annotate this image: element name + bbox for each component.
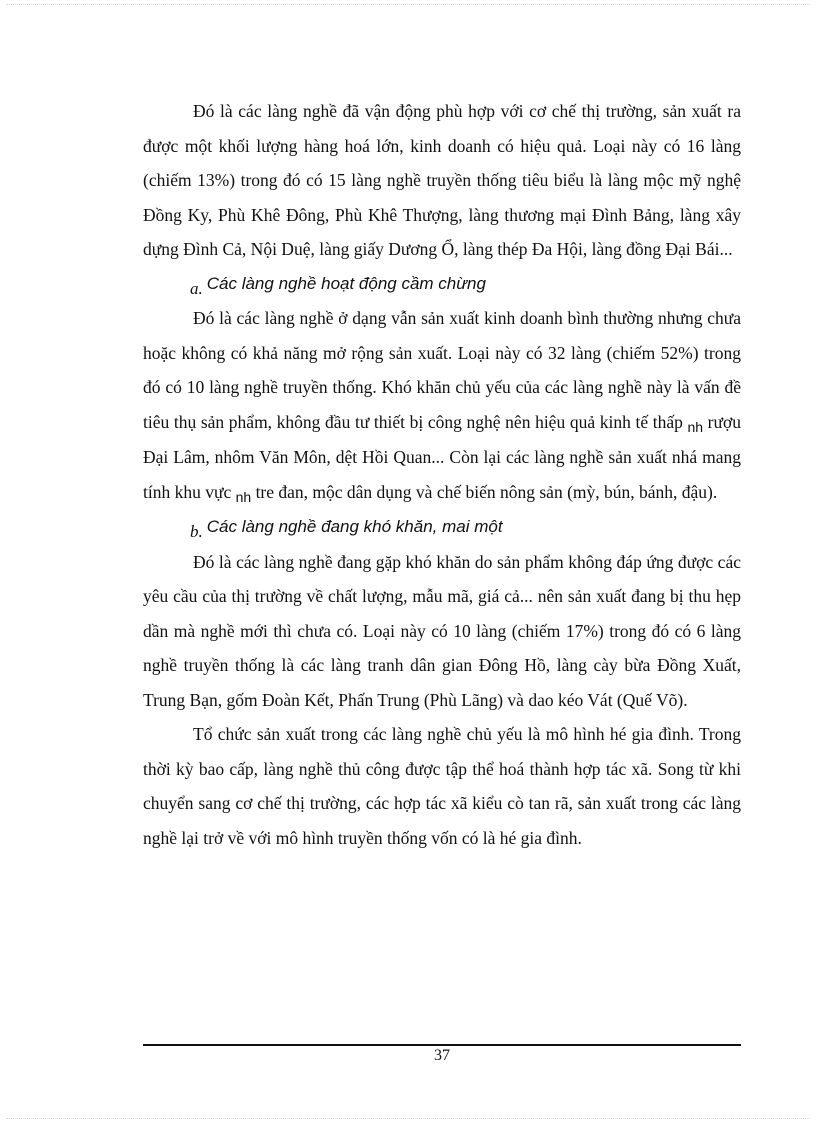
section-heading-b: [143, 510, 741, 545]
bottom-dotted-border: [6, 1118, 810, 1119]
paragraph-4: Tổ chức sản xuất trong các làng nghề chủ yếu là mô hình hé gia đình. Trong thời kỳ bao cấp, làng nghề thủ công được tập thể hoá thành hợp tác xã. Song từ khi chuyển sang cơ chế thị trường, các hợp tác xã kiểu cò tan rã, sản xuất trong các làng nghề lại trở về với mô hình truyền thống vốn có là hé gia đình.: [143, 724, 741, 848]
heading-b-letter: b.: [190, 522, 203, 541]
paragraph-1: Đó là các làng nghề đã vận động phù hợp với cơ chế thị trường, sản xuất ra được một khối lượng hàng hoá lớn, kinh doanh có hiệu quả. Loại này có 16 làng (chiếm 13%) trong đó có 15 làng nghề truyền thống tiêu biểu là làng mộc mỹ nghệ Đồng Ky, Phù Khê Đông, Phù Khê Thượng, làng thương mại Đình Bảng, làng xây dựng Đình Cả, Nội Duệ, làng giấy Dương Ổ, làng thép Đa Hội, làng đồng Đại Bái...: [143, 101, 741, 259]
page-body: [143, 94, 741, 855]
heading-b-text: Các làng nghề đang khó khăn, mai một: [206, 517, 503, 536]
paragraph-2-part-2: rượu Đại Lâm, nhôm Văn Môn, dệt Hồi Quan... Còn lại các làng nghề sản xuất nhá mang tính khu vực: [143, 411, 741, 502]
paragraph-2-part-3: tre đan, mộc dân dụng và chế biến nông sản (mỳ, bún, bánh, đậu).: [255, 481, 718, 502]
top-dotted-border: [6, 4, 810, 5]
heading-a-letter: a.: [190, 278, 203, 298]
page-number: 37: [434, 1047, 450, 1064]
section-heading-a: [143, 267, 741, 302]
heading-a-text: Các làng nghề hoạt động cầm chừng: [206, 273, 486, 293]
paragraph-2: [143, 301, 741, 510]
paragraph-2-nh-1: nh: [687, 418, 704, 435]
paragraph-2-part-1: Đó là các làng nghề ở dạng vẫn sản xuất kinh doanh bình thường nhưng chưa hoặc không có khả năng mở rộng sản xuất. Loại này có 32 làng (chiếm 52%) trong đó có 10 làng nghề truyền thống. Khó khăn chủ yếu của các làng nghề này là vấn đề tiêu thụ sản phẩm, không đầu tư thiết bị công nghệ nên hiệu quả kinh tế thấp: [143, 308, 741, 432]
paragraph-2-nh-2: nh: [235, 488, 252, 505]
paragraph-3: Đó là các làng nghề đang gặp khó khăn do sản phẩm không đáp ứng được các yêu cầu của thị trường về chất lượng, mẫu mã, giá cả... nên sản xuất đang bị thu hẹp dần mà nghề mới thì chưa có. Loại này có 10 làng (chiếm 17%) trong đó có 6 làng nghề truyền thống là các làng tranh dân gian Đông Hồ, làng cày bừa Đồng Xuất, Trung Bạn, gốm Đoàn Kết, Phấn Trung (Phù Lãng) và dao kéo Vát (Quế Võ).: [143, 551, 741, 710]
